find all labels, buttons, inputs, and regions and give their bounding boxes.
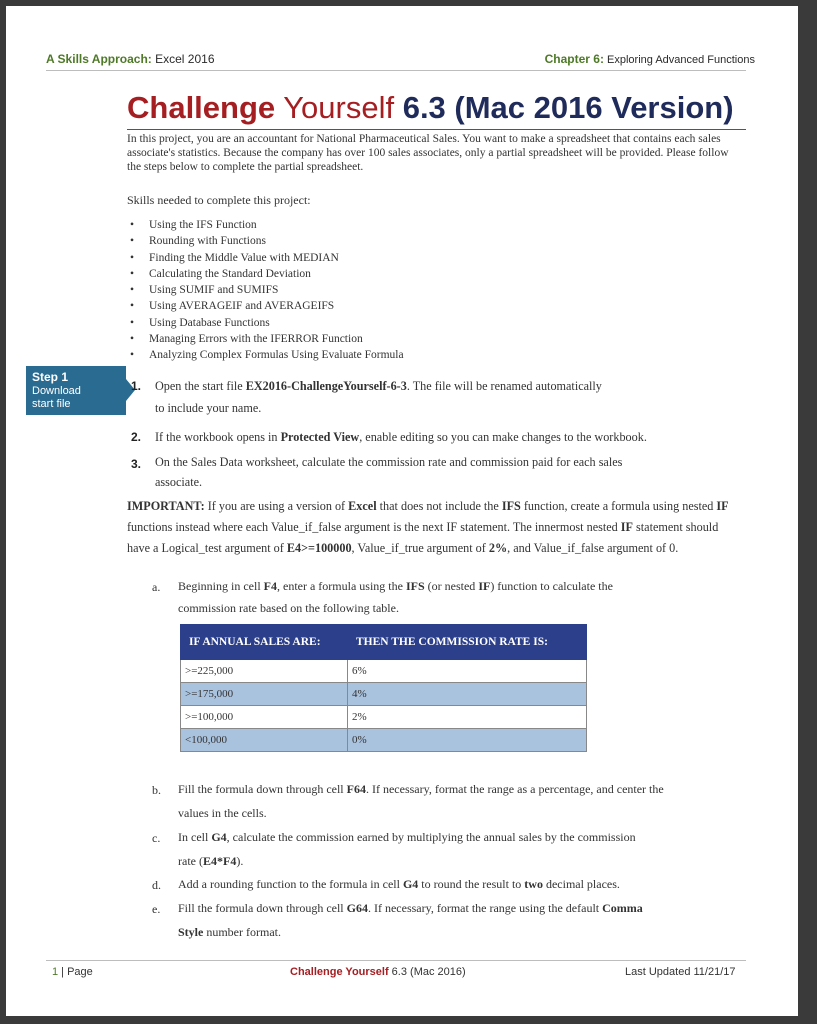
table-cell: 2% <box>348 706 587 729</box>
table-cell: 0% <box>348 729 587 752</box>
table-header: THEN THE COMMISSION RATE IS: <box>348 625 587 660</box>
table-row <box>181 706 587 729</box>
step-3-text: On the Sales Data worksheet, calculate the commission rate and commission paid for each sales associate. <box>155 455 623 489</box>
step-1-text: Open the start file EX2016-ChallengeYourself-6-3. The file will be renamed automatically to include your name. <box>155 379 602 415</box>
important-note: IMPORTANT: If you are using a version of Excel that does not include the IFS function, create a formula using nested IF functions instead where each Value_if_false argument is the next IF statement. The innermost nested IF statement should have a Logical_test argument of E4>=100000, Value_if_true argument of 2%, and Value_if_false argument of 0. <box>127 499 729 555</box>
table-cell: >=175,000 <box>181 683 348 706</box>
sub-step-c-text: In cell G4, calculate the commission earned by multiplying the annual sales by the commission rate (E4*F4). <box>178 830 636 868</box>
table-row <box>181 729 587 752</box>
sub-step-a-text: Beginning in cell F4, enter a formula using the IFS (or nested IF) function to calculate the commission rate based on the following table. <box>178 579 613 615</box>
running-header-left: A Skills Approach: Excel 2016 <box>46 52 215 66</box>
sub-step-letter: a. <box>152 580 161 594</box>
table-header-row <box>181 625 587 660</box>
step-callout <box>26 366 126 415</box>
start-file-name: EX2016-ChallengeYourself-6-3 <box>245 379 407 393</box>
step-title: Step 1 <box>32 370 69 384</box>
skill-item: • Using Database Functions <box>127 315 727 331</box>
step-number: 2. <box>131 430 142 444</box>
page-title: Challenge Yourself 6.3 (Mac 2016 Version) <box>127 90 734 125</box>
sub-step-b-text: Fill the formula down through cell F64. If necessary, format the range as a percentage, and center the values in the cells. <box>178 782 664 820</box>
sub-step-d-text: Add a rounding function to the formula in cell G4 to round the result to two decimal places. <box>178 877 620 891</box>
skill-item: • Rounding with Functions <box>127 233 727 249</box>
footer-divider <box>46 960 746 961</box>
step-number: 3. <box>131 457 142 471</box>
running-header-right: Chapter 6: Exploring Advanced Functions <box>544 52 755 66</box>
table-cell: <100,000 <box>181 729 348 752</box>
footer-page-number: 1 | Page <box>52 966 93 978</box>
table-row <box>181 660 587 683</box>
table-cell: 6% <box>348 660 587 683</box>
sub-step-letter: e. <box>152 902 161 916</box>
step-number: 1. <box>131 379 142 393</box>
skill-item: • Calculating the Standard Deviation <box>127 266 727 282</box>
intro-paragraph: In this project, you are an accountant for National Pharmaceutical Sales. You want to make a spreadsheet that contains each sales associate's statistics. Because the company has over 100 sales associates, only a partial spreadsheet will be provided. Please follow the steps below to complete the partial spreadsheet. <box>127 133 729 173</box>
table-row <box>181 683 587 706</box>
commission-rate-table <box>180 624 587 752</box>
skill-item: • Finding the Middle Value with MEDIAN <box>127 250 727 266</box>
sub-step-e-text: Fill the formula down through cell G64. If necessary, format the range using the default Comma Style number format. <box>178 901 643 939</box>
skill-item: • Using the IFS Function <box>127 217 727 233</box>
table-header: IF ANNUAL SALES ARE: <box>181 625 348 660</box>
table-cell: 4% <box>348 683 587 706</box>
table-cell: >=100,000 <box>181 706 348 729</box>
skill-item: • Analyzing Complex Formulas Using Evaluate Formula <box>127 347 727 363</box>
skills-list <box>127 217 727 364</box>
sub-step-letter: c. <box>152 831 161 845</box>
step-2-text: If the workbook opens in Protected View, enable editing so you can make changes to the workbook. <box>155 430 647 444</box>
title-underline <box>127 129 746 130</box>
skills-heading: Skills needed to complete this project: <box>127 193 311 207</box>
sub-step-letter: d. <box>152 878 161 892</box>
skill-item: • Using AVERAGEIF and AVERAGEIFS <box>127 298 727 314</box>
header-divider <box>46 70 746 71</box>
sub-step-letter: b. <box>152 783 161 797</box>
skill-item: • Managing Errors with the IFERROR Function <box>127 331 727 347</box>
table-cell: >=225,000 <box>181 660 348 683</box>
footer-title: Challenge Yourself 6.3 (Mac 2016) <box>290 966 466 978</box>
step-description: Download start file <box>32 385 81 410</box>
footer-last-updated: Last Updated 11/21/17 <box>625 966 736 978</box>
skill-item: • Using SUMIF and SUMIFS <box>127 282 727 298</box>
